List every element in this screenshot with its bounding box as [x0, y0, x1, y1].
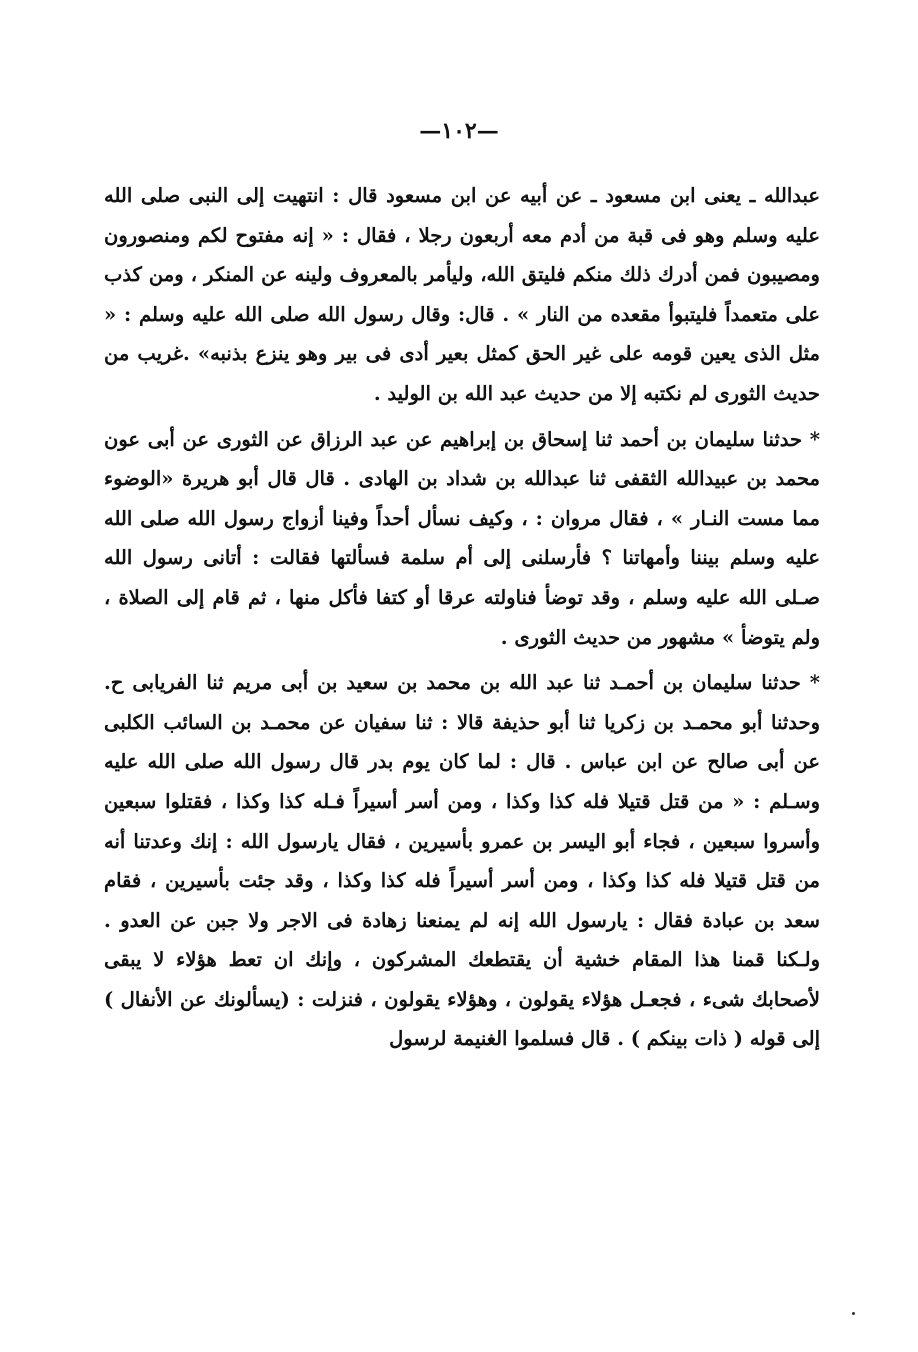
page-body	[104, 176, 820, 1059]
text-line: (يسألونك عن الأنفال ) إلى قوله ( ذات بينكم ) . قال فسلموا الغنيمة لرسول	[104, 987, 820, 1051]
text-line: كمثل بعير أدى فى بير وهو ينزع بذنبه» .غريب من حديث الثورى لم نكتبه	[104, 342, 820, 405]
text-line: فناولته عرقا أو كتفا فأكل منها ، ثم قام إلى الصلاة ، ولم يتوضأ » مشهور	[104, 585, 820, 649]
text-line: قال رسول الله صلى الله عليه وسـلم : « من قتل قتيلا فله كذا وكذا ، ومن	[104, 750, 820, 813]
text-line: أبو هريرة «الوضوء مما مست النـار » ، فقال مروان : ، وكيف نسأل أحداً	[104, 467, 820, 530]
page-number: —١٠٢—	[419, 118, 499, 144]
text-line: من حديث الثورى .	[500, 625, 653, 649]
text-line: لا يبقى لأصحابك شىء ، فجعـل هؤلاء يقولون ، وهؤلاء يقولون ، فنزلت :	[104, 948, 820, 1011]
text-line: * حدثنا سليمان بن أحمد ثنا إسحاق بن إبراهيم عن عبد الرزاق عن الثورى	[216, 427, 820, 451]
text-line: ولينه عن المنكر ، ومن كذب على متعمداً فليتبوأ مقعده من النار » . قال:	[104, 263, 820, 326]
text-line: لكم ومنصورون ومصيبون فمن أدرك ذلك منكم فليتق الله، وليأمر بالمعروف	[104, 223, 820, 287]
text-line: سلمة فسألتها فقالت : أتانى رسول الله صـلى الله عليه وسلم ، وقد توضأ	[104, 546, 820, 609]
text-line: عبادة فقال : يارسول الله إنه لم يمنعنا زهادة فى الاجر ولا جبن عن العدو .	[104, 908, 745, 932]
text-line: ولـكنا قمنا هذا المقام خشية أن يقتطعك المشركون ، وإنك ان تعط هؤلاء	[176, 948, 821, 972]
text-line: إلا من حديث عبد الله بن الوليد .	[373, 381, 637, 405]
text-line: عن أبى عون محمد بن عبيدالله الثقفى ثنا عبدالله بن شداد بن الهادى . قال قال	[104, 427, 820, 491]
text-line: * حدثنا سليمان بن أحمـد ثنا عبد الله بن محمد بن سعيد بن أبى مريم ثنا	[206, 671, 820, 695]
text-line: وقال رسول الله صلى الله عليه وسلم : « مثل الذى يعين قومه على غير الحق	[104, 302, 820, 366]
text-line: وكذا ، ومن أسر أسيراً فله كذا وكذا ، وقد جئت بأسيرين ، فقام سعد بن	[104, 869, 821, 932]
text-line: محمـد بن السائب الكلبى عن أبى صالح عن ابن عباس . قال : لما كان يوم بدر	[104, 710, 821, 774]
scan-speck	[852, 1312, 855, 1315]
text-line: عبدالله ـ يعنى ابن مسعود ـ عن أبيه عن ابن مسعود قال : انتهيت إلى النبى صلى	[140, 184, 821, 207]
text-line: وفينا أزواج رسول الله صلى الله عليه وسلم بيننا وأمهاتنا ؟ فأرسلنى إلى أم	[104, 506, 820, 570]
paragraph-1	[104, 176, 820, 414]
text-line: أسر أسيراً فـله كذا وكذا ، فقتلوا سبعين وأسروا سبعين ، فجاء أبو اليسر بن	[104, 789, 820, 853]
paragraph-2	[104, 420, 820, 658]
text-line: الفريابى ح. وحدثنا أبو محمـد بن زكريا ثنا أبو حذيفة قالا : ثنا سفيان عن	[104, 671, 820, 734]
text-line: عمرو بأسيرين ، فقال يارسول الله : إنك وعدتنا أنه من قتل قتيلا فله كذا	[104, 829, 820, 893]
text-line: الله عليه وسلم وهو فى قبة من أدم معه أربعون رجلا ، فقال : « إنه مفتوح	[104, 184, 820, 247]
paragraph-3	[104, 663, 820, 1059]
